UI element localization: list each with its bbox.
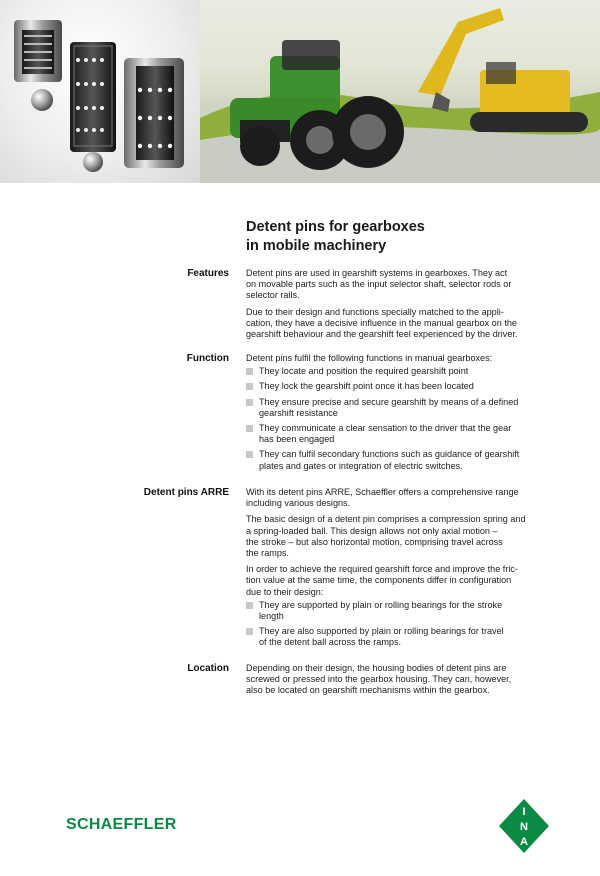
text-line: selector rails. xyxy=(246,290,300,301)
ina-letter-i: I xyxy=(522,806,526,818)
bullet-square-icon xyxy=(246,451,253,458)
list-item xyxy=(246,449,551,471)
text-line: Detent pins are used in gearshift systems in gearboxes. They act xyxy=(246,268,508,278)
text-line: due to their design: xyxy=(246,586,324,597)
text-line: Depending on their design, the housing bodies of detent pins are xyxy=(246,663,507,673)
list-item xyxy=(246,423,551,445)
text-line: In order to achieve the required gearshift force and improve the fric- xyxy=(246,564,518,575)
arre-bullet-list xyxy=(246,600,551,649)
machinery-photo xyxy=(200,0,600,183)
section-label-function: Function xyxy=(186,353,229,364)
bullet-square-icon xyxy=(246,628,253,635)
header-banner xyxy=(0,0,600,183)
text-line: of the detent ball across the ramps. xyxy=(259,637,402,648)
text-line: Due to their design and functions specially matched to the appli- xyxy=(246,306,504,317)
text-line: gearshift behaviour and the gearshift feel experienced by the driver. xyxy=(246,329,518,340)
paragraph xyxy=(246,514,551,559)
bullet-square-icon xyxy=(246,425,253,432)
text-line: also be located on gearshift mechanisms within the gearbox. xyxy=(246,685,490,696)
bullet-square-icon xyxy=(246,399,253,406)
list-item xyxy=(246,397,551,419)
function-bullet-list xyxy=(246,366,551,472)
text-line: gearshift resistance xyxy=(259,407,338,418)
section-label-arre: Detent pins ARRE xyxy=(143,487,229,498)
list-item xyxy=(246,626,551,648)
paragraph xyxy=(246,487,551,509)
text-line: a spring-loaded ball. This design allows not only axial motion – xyxy=(246,525,498,536)
paragraph xyxy=(246,353,551,364)
text-line: They can fulfil secondary functions such as guidance of gearshift xyxy=(259,449,520,460)
section-content-location xyxy=(246,663,551,702)
text-line: plates and gates or integration of electric switches. xyxy=(259,460,463,471)
section-content-features xyxy=(246,268,551,345)
text-line: on movable parts such as the input selector shaft, selector rods or xyxy=(246,279,512,290)
text-line: Detent pins fulfil the following functions in manual gearboxes: xyxy=(246,353,493,363)
section-label-location: Location xyxy=(187,663,229,674)
section-content-arre xyxy=(246,487,551,653)
section-content-function xyxy=(246,353,551,476)
paragraph xyxy=(246,564,551,598)
section-label-features: Features xyxy=(187,268,229,279)
text-line: They are also supported by plain or rolling bearings for travel xyxy=(259,626,504,637)
text-line: With its detent pins ARRE, Schaeffler offers a comprehensive range xyxy=(246,487,519,497)
schaeffler-logo: SCHAEFFLER xyxy=(66,816,177,833)
text-line: They communicate a clear sensation to the driver that the gear xyxy=(259,423,512,434)
page-title xyxy=(246,218,566,256)
detent-pins-photo xyxy=(0,0,200,183)
text-line: has been engaged xyxy=(259,434,335,445)
text-line: They locate and position the required gearshift point xyxy=(259,366,469,377)
paragraph xyxy=(246,307,551,341)
bullet-square-icon xyxy=(246,602,253,609)
bullet-square-icon xyxy=(246,383,253,390)
text-line: The basic design of a detent pin comprises a compression spring and xyxy=(246,514,526,525)
list-item xyxy=(246,600,551,622)
text-line: They lock the gearshift point once it has been located xyxy=(259,381,474,392)
text-line: the stroke – but also horizontal motion, comprising travel across xyxy=(246,536,503,547)
paragraph xyxy=(246,268,551,302)
text-line: tion value at the same time, the components differ in configuration xyxy=(246,575,512,586)
text-line: cation, they have a decisive influence in the manual gearbox on the xyxy=(246,317,517,328)
text-line: screwed or pressed into the gearbox housing. They can, however, xyxy=(246,674,512,685)
title-line-1: Detent pins for gearboxes xyxy=(246,219,425,235)
text-line: the ramps. xyxy=(246,548,289,559)
bullet-square-icon xyxy=(246,368,253,375)
text-line: length xyxy=(259,611,284,622)
list-item xyxy=(246,381,551,392)
ina-letter-a: A xyxy=(520,836,528,848)
paragraph xyxy=(246,663,551,697)
list-item xyxy=(246,366,551,377)
text-line: They are supported by plain or rolling bearings for the stroke xyxy=(259,599,503,610)
ina-logo xyxy=(498,798,550,854)
title-line-2: in mobile machinery xyxy=(246,238,387,254)
text-line: including various designs. xyxy=(246,498,351,509)
ina-letter-n: N xyxy=(520,821,528,833)
text-line: They ensure precise and secure gearshift by means of a defined xyxy=(259,396,519,407)
